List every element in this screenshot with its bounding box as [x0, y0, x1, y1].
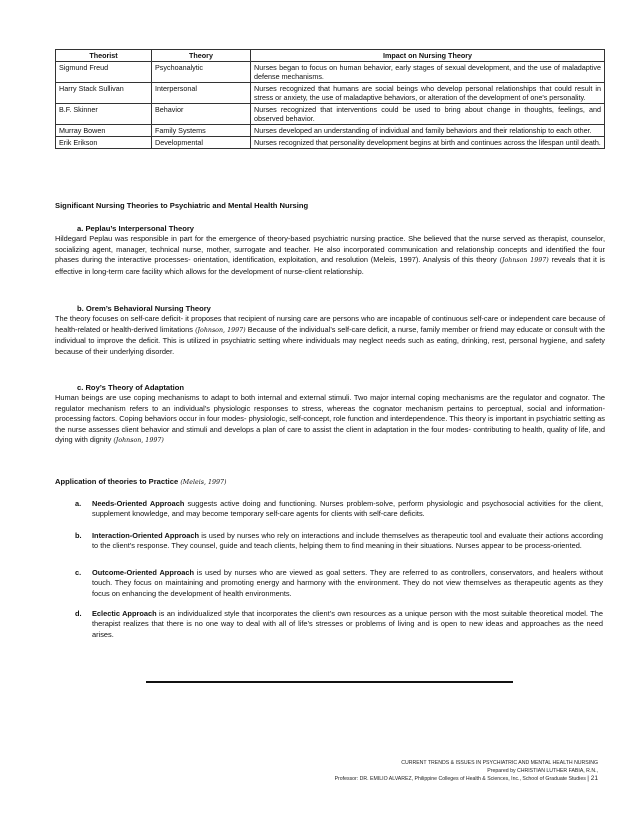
table-cell-impact: Nurses began to focus on human behavior, early stages of sexual development, and the use of maladaptive defense mechanisms. [251, 62, 605, 83]
list-item-content: Eclectic Approach is an individualized style that incorporates the client’s own resources as a unique person with the most suitable theoretical model. The therapist realizes that there is no one way to deal with all of life’s stresses or problems of living and is open to new ideas and approaches as the need arises. [92, 609, 603, 639]
table-cell-theory: Family Systems [152, 125, 251, 137]
table-cell-impact: Nurses recognized that personality development begins at birth and continues across the lifespan until death. [251, 137, 605, 149]
citation: (Johnson, 1997) [113, 437, 164, 444]
table-cell-theorist: Sigmund Freud [56, 62, 152, 83]
footer-professor: Professor: DR. EMILIO ALVAREZ, Philippine Colleges of Health & Sciences, Inc., School of Graduate Studies | 21 [334, 775, 598, 782]
table-cell-impact: Nurses recognized that humans are social beings who develop personal relationships that could result in stress or anxiety, the use of maladaptive behaviors, or alteration of the development of one's personality. [251, 83, 605, 104]
list-item-content: Outcome-Oriented Approach is used by nurses who are viewed as goal setters. They are referred to as controllers, conservators, and healers without touch. They focus on maintaining and promoting energy and harmony with the environment. They do not view themselves as therapeutic agents as they focus on enhancing the development of health environments. [92, 568, 604, 598]
footer-author: Prepared by CHRISTIAN LUTHER FABIA, R.N., [487, 768, 598, 774]
section-heading-theories: Significant Nursing Theories to Psychiatric and Mental Health Nursing [55, 201, 309, 210]
list-letter: a. [75, 499, 82, 508]
list-item-content: Needs-Oriented Approach suggests active doing and functioning. Nurses problem-solve, perform physiologic and psychosocial activities for the client, supplement knowledge, and may become temporary self-care agents for clients with self-care deficits. [92, 499, 603, 519]
paragraph-roy: Human beings are use coping mechanisms to adapt to both internal and external stimuli. Two major internal coping mechanisms are the regulator and cognator. The regulator mechanism refers to an individual’s physiologic responses to stress, whereas the cognator mechanism pertains to perceptual, social and information-processing factors. Coping behaviors occur in four modes- physiologic, self-concept, role function and interdependence. This theory is important in psychiatric setting as the nurse assesses client behavior and stimuli and develops a plan of care to assist the client in adaptation in the four modes- contributing to health, quality of life, and dying with dignity (Johnson, 1997) [55, 393, 605, 444]
table-cell-theory: Behavior [152, 104, 251, 125]
subheading-roy: c. Roy’s Theory of Adaptation [77, 383, 185, 392]
table-header-cell: Impact on Nursing Theory [251, 50, 605, 62]
table-row [56, 62, 605, 83]
table-cell-theorist: Harry Stack Sullivan [56, 83, 152, 104]
section-heading-application: Application of theories to Practice (Meleis, 1997) [55, 477, 227, 486]
citation: (Meleis, 1997) [180, 479, 227, 486]
table-cell-theory: Psychoanalytic [152, 62, 251, 83]
table-cell-impact: Nurses recognized that interventions could be used to bring about change in thoughts, feelings, and observed behavior. [251, 104, 605, 125]
footer-course: CURRENT TRENDS & ISSUES IN PSYCHIATRIC AND MENTAL HEALTH NURSING [401, 760, 598, 766]
paragraph-peplau: Hildegard Peplau was responsible in part for the emergence of theory-based psychiatric nursing practice. She believed that the nurse served as therapist, counselor, socializing agent, manager, technical nurse, mother, surrogate and teacher. He also incorporated communication and relationship concepts and identified the four phases during the interactive processes- orientation, identification, exploitation, and resolution (Meleis, 1997). Analysis of this theory (Johnson 1997) reveals that it is effective in long-term care facility which allows for the development of nurse-client relationship. [55, 234, 605, 276]
theorist-table [55, 49, 605, 149]
table-header-cell: Theorist [56, 50, 152, 62]
table-cell-theorist: B.F. Skinner [56, 104, 152, 125]
table-cell-theory: Interpersonal [152, 83, 251, 104]
citation: (Johnson, 1997) [195, 326, 246, 334]
list-item-content: Interaction-Oriented Approach is used by nurses who rely on interactions and include themselves as therapeutic tool and evaluate their actions according to the client’s response. They counsel, guide and teach clients, helping them to find meaning in their situations. Nurses appear to be process-oriented. [92, 531, 603, 551]
table-header-cell: Theory [152, 50, 251, 62]
table-row [56, 83, 605, 104]
table-row [56, 104, 605, 125]
table-row [56, 137, 605, 149]
horizontal-divider [146, 681, 513, 683]
page-footer [335, 759, 598, 783]
citation: (Johnson 1997) [499, 257, 549, 264]
table-cell-impact: Nurses developed an understanding of individual and family behaviors and their relationship to each other. [251, 125, 605, 137]
list-letter: d. [75, 609, 82, 618]
table-row [56, 125, 605, 137]
table-header-row [56, 50, 605, 62]
list-letter: b. [75, 531, 82, 540]
subheading-orem: b. Orem’s Behavioral Nursing Theory [77, 304, 211, 313]
table-cell-theorist: Murray Bowen [56, 125, 152, 137]
table-cell-theory: Developmental [152, 137, 251, 149]
subheading-peplau: a. Peplau’s Interpersonal Theory [77, 224, 195, 233]
table-cell-theorist: Erik Erikson [56, 137, 152, 149]
page-number: | 21 [587, 775, 598, 782]
list-letter: c. [75, 568, 82, 577]
paragraph-orem: The theory focuses on self-care deficit- it proposes that recipient of nursing care are persons who are incapable of continuous self-care or independent care because of health-related or health-derived limitations (Johnson, 1997) Because of the individual’s self-care deficit, a nurse, family member or friend may educate or consult with the individual to improve the deficit. This is utilized in psychiatric setting where individuals may neglect needs such as eating, drinking, rest, personal hygiene, and safety because of their underlying disorder. [55, 314, 605, 356]
